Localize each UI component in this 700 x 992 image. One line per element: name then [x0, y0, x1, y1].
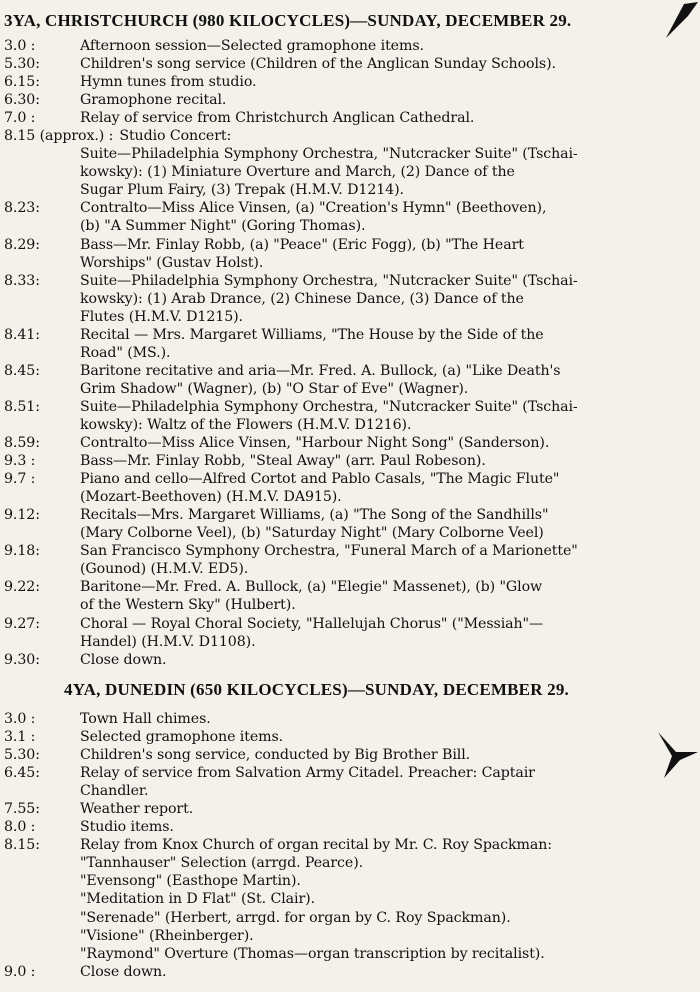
entry-description [80, 37, 694, 55]
entry-description [80, 55, 694, 73]
entry-line: Hymn tunes from studio. [80, 74, 257, 91]
entry-description [80, 800, 694, 818]
ink-mark-icon [654, 730, 700, 780]
entry-time: 5.30: [4, 56, 40, 73]
program-entry [4, 818, 694, 836]
entry-line: Chandler. [80, 783, 149, 800]
entry-line: Gramophone recital. [80, 92, 227, 109]
entry-line: Suite—Philadelphia Symphony Orchestra, "Nutcracker Suite" (Tschai- [80, 398, 578, 415]
entry-description [80, 746, 694, 764]
entry-description [80, 326, 694, 362]
program-entry [4, 55, 694, 73]
entry-description [80, 91, 694, 109]
entry-line: Studio items. [80, 819, 174, 836]
program-entry [4, 398, 694, 434]
entry-time: 9.3 : [4, 453, 36, 470]
entry-description [80, 963, 694, 981]
program-entry [4, 963, 694, 981]
entry-line: San Francisco Symphony Orchestra, "Funeral March of a Marionette" [80, 543, 578, 560]
entry-time: 3.1 : [4, 729, 36, 746]
entry-line: kowsky): (1) Miniature Overture and March, (2) Dance of the [80, 164, 515, 181]
entry-line: "Visione" (Rheinberger). [80, 927, 254, 944]
entry-time: 8.59: [4, 435, 40, 452]
program-entry [4, 615, 694, 651]
entry-line: Relay of service from Christchurch Anglican Cathedral. [80, 110, 475, 127]
entry-time: 7.0 : [4, 110, 36, 127]
entry-time: 9.18: [4, 543, 40, 560]
program-entry [4, 746, 694, 764]
entry-line: Worships" (Gustav Holst). [80, 254, 264, 271]
entry-line: Contralto—Miss Alice Vinsen, (a) "Creation's Hymn" (Beethoven), [80, 200, 547, 217]
entry-line: Children's song service, conducted by Big Brother Bill. [80, 747, 471, 764]
entry-time: 9.27: [4, 615, 40, 632]
entry-line: "Evensong" (Easthope Martin). [80, 873, 301, 890]
entry-time: 6.30: [4, 92, 40, 109]
entry-description [80, 836, 694, 962]
entry-description [80, 710, 694, 728]
program-entry [4, 728, 694, 746]
entry-line: "Meditation in D Flat" (St. Clair). [80, 891, 315, 908]
program-entry [4, 764, 694, 800]
entry-time: 9.12: [4, 507, 40, 524]
entry-line: Studio Concert: [119, 128, 232, 145]
entry-line: (Gounod) (H.M.V. ED5). [80, 561, 249, 578]
program-entry [4, 434, 694, 452]
program-entry [4, 578, 694, 614]
entry-time: 8.41: [4, 326, 40, 343]
entry-description [80, 199, 694, 235]
entry-line: Close down. [80, 963, 167, 980]
section-heading-3ya: 3YA, CHRISTCHURCH (980 KILOCYCLES)—SUNDAY, DECEMBER 29. [4, 11, 572, 30]
entry-time: 9.0 : [4, 963, 36, 980]
entry-time: 3.0 : [4, 711, 36, 727]
entry-time [4, 145, 80, 199]
entry-time: 6.45: [4, 765, 40, 782]
entry-time: 8.51: [4, 398, 40, 415]
entry-time: 8.23: [4, 200, 40, 217]
entry-description [80, 506, 694, 542]
program-entry [4, 91, 694, 109]
program-entry [4, 236, 694, 272]
program-list-4ya [4, 710, 694, 981]
entry-line: kowsky): (1) Arab Drance, (2) Chinese Dance, (3) Dance of the [80, 290, 524, 307]
entry-line: Afternoon session—Selected gramophone items. [80, 38, 424, 54]
program-entry [4, 710, 694, 728]
section-heading-4ya: 4YA, DUNEDIN (650 KILOCYCLES)—SUNDAY, DECEMBER 29. [64, 680, 569, 699]
program-entry [4, 326, 694, 362]
entry-line: Bass—Mr. Finlay Robb, "Steal Away" (arr. Paul Robeson). [80, 453, 486, 470]
entry-description [119, 127, 694, 145]
entry-line: Baritone recitative and aria—Mr. Fred. A. Bullock, (a) "Like Death's [80, 362, 561, 379]
entry-line: "Tannhauser" Selection (arrgd. Pearce). [80, 855, 364, 872]
entry-time: 8.15 (approx.) : [4, 128, 114, 145]
entry-description [80, 398, 694, 434]
entry-line: Relay of service from Salvation Army Citadel. Preacher: Captair [80, 765, 535, 782]
entry-line: Road" (MS.). [80, 344, 171, 361]
entry-time: 5.30: [4, 747, 40, 764]
entry-description [80, 109, 694, 127]
program-entry [4, 127, 694, 145]
program-entry [4, 470, 694, 506]
entry-description [80, 542, 694, 578]
program-entry [4, 272, 694, 326]
entry-line: Relay from Knox Church of organ recital by Mr. C. Roy Spackman: [80, 837, 552, 854]
program-entry [4, 651, 694, 669]
entry-time: 6.15: [4, 74, 40, 91]
entry-line: (b) "A Summer Night" (Goring Thomas). [80, 218, 366, 235]
entry-line: Grim Shadow" (Wagner), (b) "O Star of Eve" (Wagner). [80, 380, 469, 397]
program-list-3ya [4, 37, 694, 669]
entry-time: 9.30: [4, 651, 40, 668]
entry-description [80, 145, 694, 199]
program-entry [4, 362, 694, 398]
entry-line: Selected gramophone items. [80, 729, 284, 746]
entry-time: 9.7 : [4, 471, 36, 488]
entry-line: Town Hall chimes. [80, 711, 211, 727]
entry-description [80, 615, 694, 651]
entry-line: Handel) (H.M.V. D1108). [80, 633, 256, 650]
program-entry [4, 542, 694, 578]
entry-description [80, 236, 694, 272]
entry-time: 3.0 : [4, 38, 36, 54]
entry-line: "Serenade" (Herbert, arrgd. for organ by C. Roy Spackman). [80, 909, 511, 926]
entry-line: Baritone—Mr. Fred. A. Bullock, (a) "Elegie" Massenet), (b) "Glow [80, 579, 543, 596]
entry-line: Recitals—Mrs. Margaret Williams, (a) "The Song of the Sandhills" [80, 507, 549, 524]
entry-line: Choral — Royal Choral Society, "Hallelujah Chorus" ("Messiah"— [80, 615, 544, 632]
program-entry [4, 800, 694, 818]
entry-time: 8.45: [4, 362, 40, 379]
entry-description [80, 362, 694, 398]
entry-time: 9.22: [4, 579, 40, 596]
entry-time: 7.55: [4, 801, 40, 818]
entry-line: Close down. [80, 651, 167, 668]
entry-line: Piano and cello—Alfred Cortot and Pablo Casals, "The Magic Flute" [80, 471, 560, 488]
entry-line: "Raymond" Overture (Thomas—organ transcription by recitalist). [80, 945, 545, 962]
entry-line: Sugar Plum Fairy, (3) Trepak (H.M.V. D1214). [80, 182, 404, 199]
program-entry [4, 73, 694, 91]
program-entry [4, 145, 694, 199]
entry-description [80, 578, 694, 614]
program-entry [4, 506, 694, 542]
entry-line: Weather report. [80, 801, 194, 818]
entry-description [80, 73, 694, 91]
entry-line: Children's song service (Children of the Anglican Sunday Schools). [80, 56, 556, 73]
entry-time: 8.0 : [4, 819, 36, 836]
entry-description [80, 818, 694, 836]
entry-line: Contralto—Miss Alice Vinsen, "Harbour Night Song" (Sanderson). [80, 435, 550, 452]
program-entry [4, 836, 694, 962]
program-entry [4, 199, 694, 235]
entry-time: 8.33: [4, 272, 40, 289]
entry-description [80, 452, 694, 470]
entry-line: Recital — Mrs. Margaret Williams, "The House by the Side of the [80, 326, 544, 343]
entry-time: 8.15: [4, 837, 40, 854]
ink-mark-icon [664, 0, 700, 40]
entry-line: of the Western Sky" (Hulbert). [80, 597, 296, 614]
entry-line: kowsky): Waltz of the Flowers (H.M.V. D1216). [80, 416, 412, 433]
entry-time: 8.29: [4, 236, 40, 253]
entry-description [80, 728, 694, 746]
entry-description [80, 470, 694, 506]
entry-description [80, 651, 694, 669]
entry-line: (Mozart-Beethoven) (H.M.V. DA915). [80, 489, 342, 506]
program-entry [4, 37, 694, 55]
entry-description [80, 434, 694, 452]
entry-description [80, 272, 694, 326]
program-entry [4, 452, 694, 470]
entry-line: Suite—Philadelphia Symphony Orchestra, "Nutcracker Suite" (Tschai- [80, 272, 578, 289]
entry-line: Flutes (H.M.V. D1215). [80, 308, 243, 325]
entry-description [80, 764, 694, 800]
entry-line: (Mary Colborne Veel), (b) "Saturday Night" (Mary Colborne Veel) [80, 525, 544, 542]
entry-line: Suite—Philadelphia Symphony Orchestra, "Nutcracker Suite" (Tschai- [80, 146, 578, 163]
program-entry [4, 109, 694, 127]
entry-line: Bass—Mr. Finlay Robb, (a) "Peace" (Eric Fogg), (b) "The Heart [80, 236, 524, 253]
